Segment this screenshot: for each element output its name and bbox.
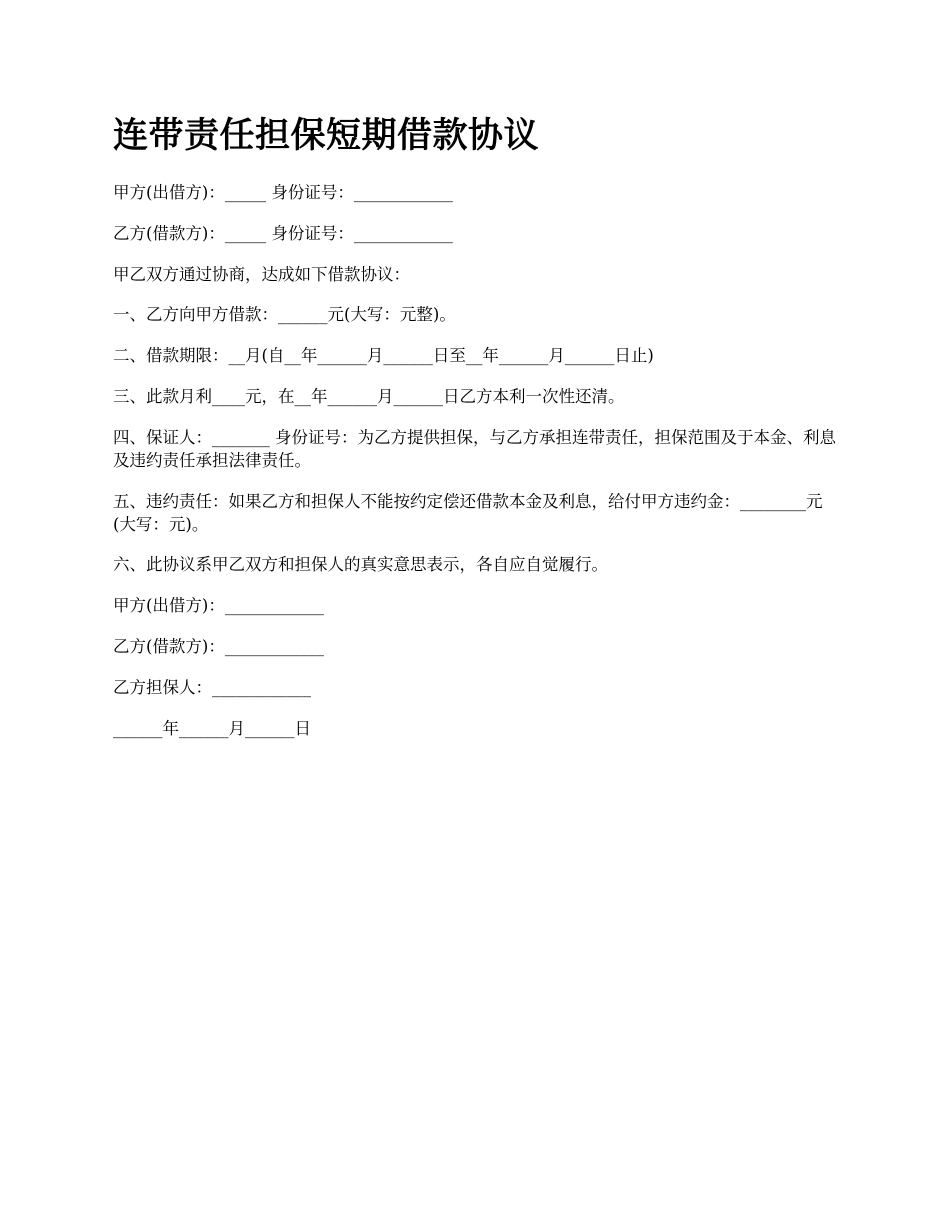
clause-3-interest: 三、此款月利____元，在__年______月______日乙方本利一次性还清。 — [113, 387, 625, 406]
clause-5-liability: 五、违约责任：如果乙方和担保人不能按约定偿还借款本金及利息，给付甲方违约金：________元(大写：元)。 — [113, 492, 823, 534]
signature-party-b: 乙方(借款方)：____________ — [113, 637, 324, 656]
signature-date: ______年______月______日 — [113, 719, 311, 738]
document-title: 连带责任担保短期借款协议 — [113, 116, 540, 156]
clause-2-loan-term: 二、借款期限：__月(自__年______月______日至__年______月______日止) — [113, 346, 654, 365]
signature-party-a: 甲方(出借方)：____________ — [113, 596, 324, 615]
clause-4-guarantor: 四、保证人：_______ 身份证号：为乙方提供担保，与乙方承担连带责任，担保范围及于本金、利息及违约责任承担法律责任。 — [113, 428, 836, 470]
signature-guarantor: 乙方担保人：____________ — [113, 678, 311, 697]
clause-6-declaration: 六、此协议系甲乙双方和担保人的真实意思表示，各自应自觉履行。 — [113, 555, 608, 574]
party-a-line: 甲方(出借方)：_____ 身份证号：____________ — [113, 183, 453, 202]
party-b-line: 乙方(借款方)：_____ 身份证号：____________ — [113, 224, 453, 243]
clause-1-loan-amount: 一、乙方向甲方借款：______元(大写：元整)。 — [113, 305, 456, 324]
agreement-intro: 甲乙双方通过协商，达成如下借款协议： — [113, 265, 410, 284]
